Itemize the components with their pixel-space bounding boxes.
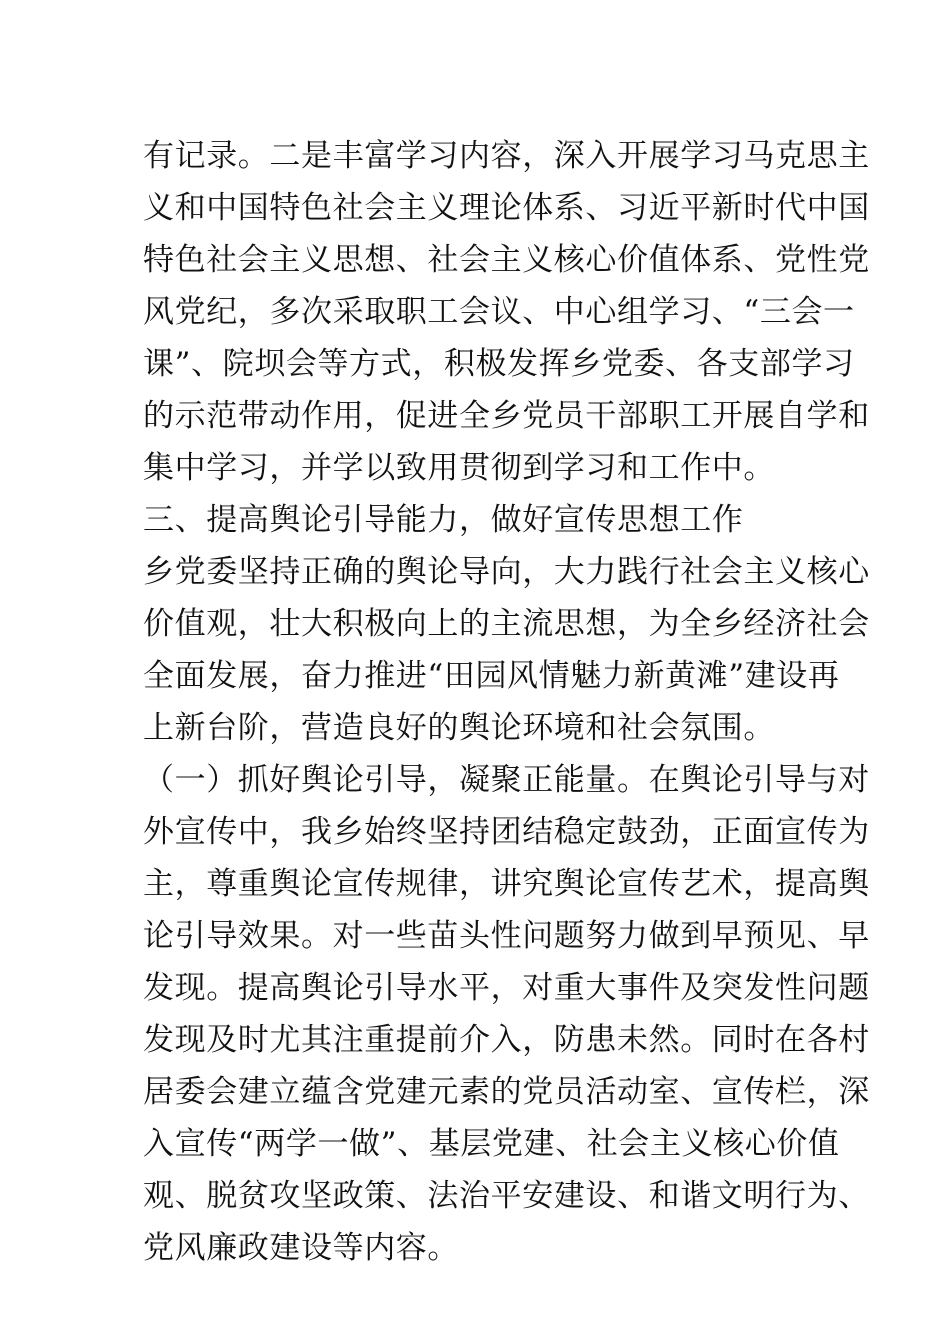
subsection-heading-line: （一）抓好舆论引导，凝聚正能量。在舆论引导与对 [143,762,870,798]
text-line: 主，尊重舆论宣传规律，讲究舆论宣传艺术，提高舆 [143,866,870,902]
text-line: 发现。提高舆论引导水平，对重大事件及突发性问题 [143,970,870,1006]
text-line: 的示范带动作用，促进全乡党员干部职工开展自学和 [143,398,870,434]
text-line: 集中学习，并学以致用贯彻到学习和工作中。 [143,450,775,486]
text-line: 发现及时尤其注重提前介入，防患未然。同时在各村 [143,1022,870,1058]
text-line: 有记录。二是丰富学习内容，深入开展学习马克思主 [143,138,870,174]
text-line: 党风廉政建设等内容。 [143,1230,459,1266]
text-line: 全面发展，奋力推进“田园风情魅力新黄滩”建设再 [143,658,840,694]
text-line: 乡党委坚持正确的舆论导向，大力践行社会主义核心 [143,554,870,590]
text-line: 课”、院坝会等方式，积极发挥乡党委、各支部学习 [143,346,855,382]
text-line: 特色社会主义思想、社会主义核心价值体系、党性党 [143,242,870,278]
document-body [143,130,870,1274]
text-line: 义和中国特色社会主义理论体系、习近平新时代中国 [143,190,870,226]
text-line: 外宣传中，我乡始终坚持团结稳定鼓劲，正面宣传为 [143,814,870,850]
text-line: 上新台阶，营造良好的舆论环境和社会氛围。 [143,710,775,746]
text-line: 观、脱贫攻坚政策、法治平安建设、和谐文明行为、 [143,1178,870,1214]
text-line: 价值观，壮大积极向上的主流思想，为全乡经济社会 [143,606,870,642]
text-line: 论引导效果。对一些苗头性问题努力做到早预见、早 [143,918,870,954]
text-line: 入宣传“两学一做”、基层党建、社会主义核心价值 [143,1126,840,1162]
section-heading: 三、提高舆论引导能力，做好宣传思想工作 [143,502,744,538]
text-line: 居委会建立蕴含党建元素的党员活动室、宣传栏，深 [143,1074,870,1110]
text-line: 风党纪，多次采取职工会议、中心组学习、“三会一 [143,294,855,330]
